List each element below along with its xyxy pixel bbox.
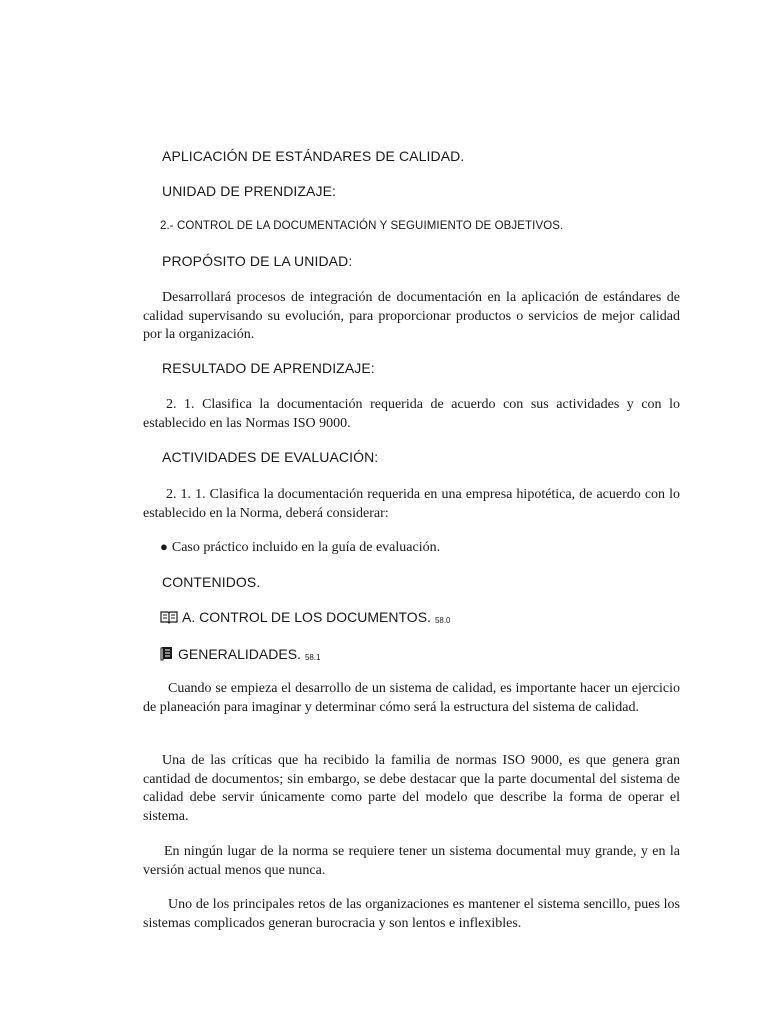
unit-name: 2.- CONTROL DE LA DOCUMENTACIÓN Y SEGUIMIENTO DE OBJETIVOS. bbox=[160, 220, 564, 232]
result-paragraph: 2. 1. Clasifica la documentación requerida de acuerdo con sus actividades y con lo establecido en las Normas ISO 9000. bbox=[143, 397, 680, 431]
bullet-icon: ● bbox=[160, 539, 168, 554]
open-book-icon bbox=[160, 610, 178, 627]
document-title: APLICACIÓN DE ESTÁNDARES DE CALIDAD. bbox=[162, 148, 465, 164]
body-paragraph: Uno de los principales retos de las organizaciones es mantener el sistema sencillo, pues los sistemas complicados generan burocracia y son lentos e inflexibles. bbox=[143, 897, 680, 931]
result-heading: RESULTADO DE APRENDIZAJE: bbox=[162, 360, 375, 376]
section-a-ref: 58.0 bbox=[434, 616, 451, 625]
body-paragraph: Cuando se empieza el desarrollo de un sistema de calidad, es importante hacer un ejercicio de planeación para imaginar y determinar cómo será la estructura del sistema de calidad. bbox=[143, 681, 680, 715]
body-paragraph: Una de las críticas que ha recibido la familia de normas ISO 9000, es que genera gran cantidad de documentos; sin embargo, se debe destacar que la parte documental del sistema de calidad debe servir únicamente como parte del modelo que describe la forma de operar el sistema. bbox=[143, 753, 680, 824]
section-general-ref: 58.1 bbox=[304, 653, 321, 662]
activities-heading: ACTIVIDADES DE EVALUACIÓN: bbox=[162, 449, 379, 465]
contents-heading: CONTENIDOS. bbox=[162, 574, 261, 590]
purpose-heading: PROPÓSITO DE LA UNIDAD: bbox=[162, 253, 353, 269]
body-paragraph: En ningún lugar de la norma se requiere tener un sistema documental muy grande, y en la versión actual menos que nunca. bbox=[143, 844, 680, 878]
section-general-label: GENERALIDADES. bbox=[178, 646, 301, 662]
section-a-heading bbox=[143, 609, 697, 627]
section-general-heading bbox=[143, 646, 697, 664]
section-a-label: A. CONTROL DE LOS DOCUMENTOS. bbox=[182, 609, 431, 625]
purpose-paragraph: Desarrollará procesos de integración de documentación en la aplicación de estándares de calidad supervisando su evolución, para proporcionar productos o servicios de mejor calidad por la organización. bbox=[143, 290, 680, 342]
activities-paragraph: 2. 1. 1. Clasifica la documentación requerida en una empresa hipotética, de acuerdo con lo establecido en la Norma, deberá considerar: bbox=[143, 487, 680, 521]
bullet-item bbox=[143, 539, 697, 556]
unit-heading: UNIDAD DE PRENDIZAJE: bbox=[162, 183, 337, 199]
bullet-item-label: Caso práctico incluido en la guía de evaluación. bbox=[171, 540, 441, 555]
closed-book-icon bbox=[160, 646, 174, 664]
